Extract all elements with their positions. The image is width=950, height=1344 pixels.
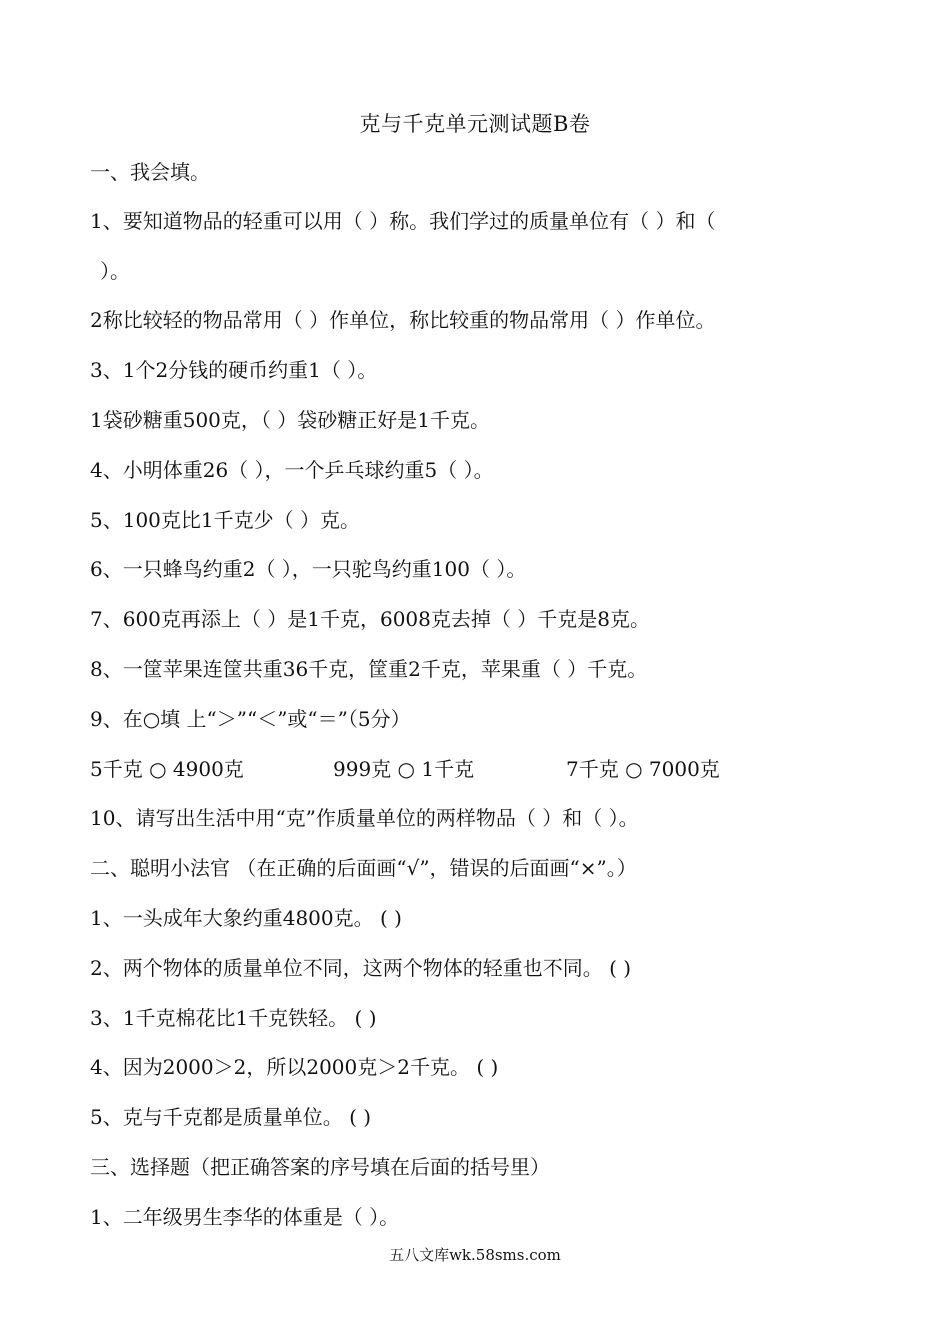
section-1-heading: 一、我会填。 <box>90 160 210 184</box>
question-2-2: 2、两个物体的质量单位不同，这两个物体的轻重也不同。 ( ) <box>90 956 632 980</box>
comparison-item: 999克 ○ 1千克 <box>333 757 475 781</box>
question-1-5: 5、100克比1千克少（ ）克。 <box>90 508 360 532</box>
page-footer: 五八文库wk.58sms.com <box>389 1246 561 1264</box>
question-2-1: 1、一头成年大象约重4800克。 ( ) <box>90 906 402 930</box>
question-1-1-continued: ）。 <box>100 259 130 283</box>
section-3-heading: 三、选择题（把正确答案的序号填在后面的括号里） <box>90 1155 550 1179</box>
question-1-4: 4、小明体重26（ ），一个乒乓球约重5（ ）。 <box>90 458 494 482</box>
comparison-item: 5千克 ○ 4900克 <box>90 757 244 781</box>
question-1-1: 1、要知道物品的轻重可以用（ ）称。我们学过的质量单位有（ ）和（ <box>90 209 716 233</box>
question-1-7: 7、600克再添上（ ）是1千克，6008克去掉（ ）千克是8克。 <box>90 607 650 631</box>
question-1-9: 9、在○填 上“＞”“＜”或“＝”（5分） <box>90 707 411 731</box>
section-2-heading: 二、聪明小法官 （在正确的后面画“√”，错误的后面画“×”。） <box>90 856 637 880</box>
question-3-1: 1、二年级男生李华的体重是（ ）。 <box>90 1205 400 1229</box>
comparison-item: 7千克 ○ 7000克 <box>566 757 720 781</box>
question-2-5: 5、克与千克都是质量单位。 ( ) <box>90 1105 372 1129</box>
question-1-3: 3、1个2分钱的硬币约重1（ ）。 <box>90 358 378 382</box>
question-1-8: 8、一筐苹果连筐共重36千克，筐重2千克，苹果重（ ）千克。 <box>90 657 648 681</box>
question-1-3-part-2: 1袋砂糖重500克，（ ）袋砂糖正好是1千克。 <box>90 408 490 432</box>
page-title: 克与千克单元测试题B卷 <box>359 112 591 136</box>
question-1-6: 6、一只蜂鸟约重2（ ），一只驼鸟约重100（ ）。 <box>90 557 527 581</box>
question-2-3: 3、1千克棉花比1千克铁轻。 ( ) <box>90 1006 377 1030</box>
question-1-2: 2称比较轻的物品常用（ ）作单位，称比较重的物品常用（ ）作单位。 <box>90 308 716 332</box>
question-1-10: 10、请写出生活中用“克”作质量单位的两样物品（ ）和（ ）。 <box>90 806 639 830</box>
question-2-4: 4、因为2000＞2，所以2000克＞2千克。 ( ) <box>90 1055 499 1079</box>
